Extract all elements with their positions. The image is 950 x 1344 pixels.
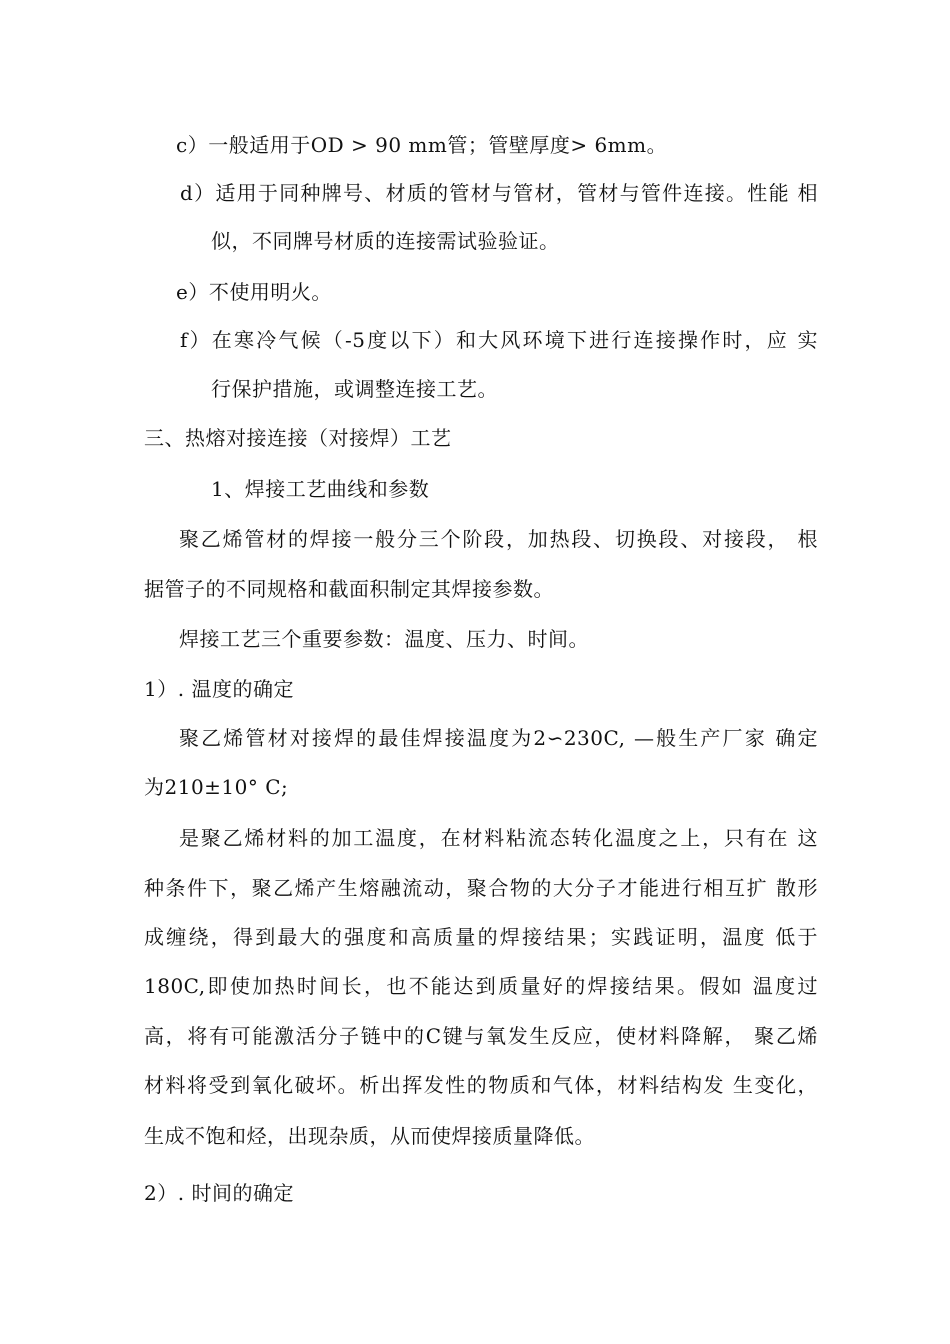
- item-heading-temperature: 1）. 温度的确定: [144, 677, 294, 701]
- list-item-f-line-2: 行保护措施，或调整连接工艺。: [211, 377, 498, 401]
- paragraph-line: 是聚乙烯材料的加工温度，在材料粘流态转化温度之上，只有在 这: [179, 826, 818, 850]
- subsection-heading: 1、焊接工艺曲线和参数: [211, 477, 430, 501]
- paragraph-line: 180C,即使加热时间长，也不能达到质量好的焊接结果。假如 温度过: [144, 974, 818, 998]
- paragraph-line: 据管子的不同规格和截面积制定其焊接参数。: [144, 577, 554, 601]
- list-item-c: c）一般适用于OD > 90 mm管；管壁厚度> 6mm。: [176, 133, 668, 157]
- paragraph-line: 焊接工艺三个重要参数：温度、压力、时间。: [179, 627, 589, 651]
- list-item-f-line-1: f）在寒冷气候（-5度以下）和大风环境下进行连接操作时，应 实: [180, 328, 818, 352]
- paragraph-line: 生成不饱和烃，出现杂质，从而使焊接质量降低。: [144, 1124, 595, 1148]
- paragraph-line: 聚乙烯管材对接焊的最佳焊接温度为2∽230C, —般生产厂家 确定: [179, 726, 818, 750]
- list-item-d-line-1: d）适用于同种牌号、材质的管材与管材，管材与管件连接。性能 相: [180, 181, 818, 205]
- paragraph-line: 成缠绕，得到最大的强度和高质量的焊接结果；实践证明，温度 低于: [144, 925, 818, 949]
- list-item-e: e）不使用明火。: [176, 280, 332, 304]
- paragraph-line: 种条件下，聚乙烯产生熔融流动，聚合物的大分子才能进行相互扩 散形: [144, 876, 818, 900]
- section-heading: 三、热熔对接连接（对接焊）工艺: [144, 426, 452, 450]
- paragraph-line: 聚乙烯管材的焊接一般分三个阶段，加热段、切换段、对接段， 根: [179, 527, 818, 551]
- list-item-d-line-2: 似，不同牌号材质的连接需试验验证。: [211, 229, 560, 253]
- item-heading-time: 2）. 时间的确定: [144, 1181, 294, 1205]
- paragraph-line: 高，将有可能激活分子链中的C键与氧发生反应，使材料降解， 聚乙烯: [144, 1024, 818, 1048]
- paragraph-line: 材料将受到氧化破坏。析出挥发性的物质和气体，材料结构发 生变化，: [144, 1073, 818, 1097]
- paragraph-line: 为210±10° C;: [144, 775, 289, 799]
